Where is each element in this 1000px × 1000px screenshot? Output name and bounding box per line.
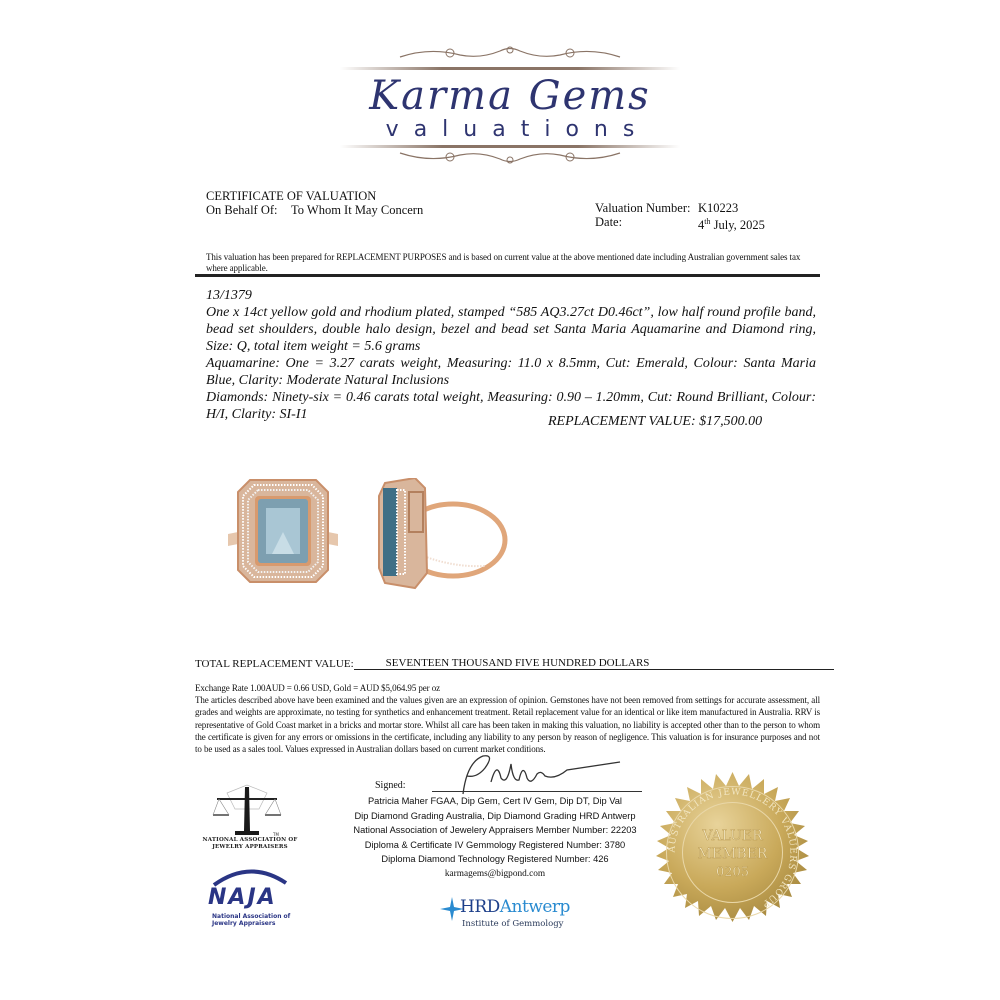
certificate-title: CERTIFICATE OF VALUATION: [206, 189, 377, 203]
replacement-value: REPLACEMENT VALUE: $17,500.00: [548, 414, 763, 429]
hrd-name-1: HRD: [460, 897, 500, 917]
naja-caption-line-1: NATIONAL ASSOCIATION OF: [202, 837, 298, 843]
credential-line: Diploma Diamond Technology Registered Number: 426: [381, 854, 609, 865]
naja-subtitle: [212, 913, 290, 927]
aquamarine-details: Aquamarine: One = 3.27 carats weight, Measuring: 11.0 x 8.5mm, Cut: Emerald, Colour: Santa Maria Blue, Clarity: Moderate Natural Inclusions: [206, 356, 816, 388]
naja-subtitle-line-2: Jewelry Appraisers: [212, 920, 276, 927]
naja-caption-line-2: JEWELRY APPRAISERS: [212, 844, 288, 850]
credential-line: Diploma & Certificate IV Gemmology Registered Number: 3780: [364, 839, 626, 850]
naja-tm: TM: [273, 832, 279, 837]
company-logo: [330, 45, 690, 170]
top-flourish-icon: [390, 45, 630, 61]
date-value: [698, 215, 765, 232]
date-label: Date:: [595, 215, 623, 229]
valuer-member-seal-icon: [650, 770, 815, 935]
diamond-details: Diamonds: Ninety-six = 0.46 carats total weight, Measuring: 0.90 – 1.20mm, Cut: Round Brilliant, Colour: H/I, Clarity: SI-I1: [206, 390, 816, 422]
credential-line: Patricia Maher FGAA, Dip Gem, Cert IV Gem, Dip DT, Dip Val: [367, 796, 622, 806]
on-behalf-label: On Behalf Of:: [206, 203, 278, 217]
date-suffix: th: [704, 217, 711, 226]
hrd-antwerp-logo: [440, 895, 600, 935]
item-reference: 13/1379: [206, 288, 252, 303]
purpose-statement: This valuation has been prepared for REPLACEMENT PURPOSES and is based on current value at the above mentioned date including Australian government sales tax where applicable.: [206, 252, 801, 273]
seal-line-3: 0205: [715, 865, 750, 880]
valuation-meta: [595, 201, 765, 232]
seal-line-2: MEMBER: [697, 846, 768, 862]
total-value-words: SEVENTEEN THOUSAND FIVE HUNDRED DOLLARS: [385, 657, 650, 669]
item-description-text: One x 14ct yellow gold and rhodium plated, stamped “585 AQ3.27ct D0.46ct”, low half round profile band, bead set shoulders, double halo design, bezel and bead set Santa Maria Aquamarine and Diamond ring, Size: Q, total item weight = 5.6 grams: [206, 305, 816, 354]
date-day: 4: [698, 218, 705, 233]
total-label: TOTAL REPLACEMENT VALUE:: [195, 658, 354, 670]
total-replacement-value: [195, 657, 820, 670]
valuation-number-label: Valuation Number:: [595, 201, 691, 215]
logo-sub-text: valuations: [385, 117, 650, 142]
ring-side-image: [375, 478, 510, 590]
credential-line: National Association of Jewelery Appraisers Member Number: 22203: [353, 825, 637, 836]
disclaimer-body: The articles described above have been examined and the values given are an expression of opinion. Gemstones have not been removed from settings for accurate assessment, all grades and weights are approximate, no testing for synthetics and enhancement treatment. Retail replacement value for an identical or like item manufactured in Australia. RRV is representative of Gold Coast market in a bricks and mortar store. Whilst all care has been taken in making this valuation, no liability is accepted other than to the person to whom the certificate is given for any errors or omissions in the certificate, including any liability to any person by reason of negligence. This valuation is for insurance purposes and not to be used as a sales tool. Values expressed in Australian dollars based on current market conditions.: [195, 695, 820, 755]
valuation-number-value: K10223: [698, 201, 739, 215]
naja-scale-caption: [190, 837, 310, 851]
hrd-name-2: Antwerp: [499, 897, 570, 917]
ring-front-image: [228, 472, 338, 590]
seal-line-1: VALUER: [702, 828, 763, 844]
naja-logo: [200, 865, 300, 935]
disclaimer: [195, 682, 820, 755]
logo-script-text: Karma Gems: [369, 73, 651, 119]
naja-subtitle-line-1: National Association of: [212, 913, 291, 920]
valuer-credentials: [330, 794, 660, 882]
seal-ring-text: AUSTRALIAN JEWELLERY VALUERS GROUP: [667, 787, 798, 910]
certificate-header: [206, 189, 423, 217]
item-description: [206, 287, 816, 423]
bottom-flourish-icon: [390, 149, 630, 165]
header-divider: [195, 274, 820, 277]
naja-arc-icon: [210, 865, 290, 887]
signature-line: [432, 791, 642, 792]
hrd-subtitle: Institute of Gemmology: [462, 919, 564, 929]
on-behalf-value: To Whom It May Concern: [291, 203, 424, 217]
signed-label: Signed:: [375, 780, 406, 791]
naja-name: NAJA: [208, 885, 277, 910]
date-rest: July, 2025: [710, 218, 765, 233]
total-underline-left: [354, 669, 386, 670]
hrd-name: [460, 897, 570, 917]
total-underline-right: [649, 669, 834, 670]
credential-line: Dip Diamond Grading Australia, Dip Diamond Grading HRD Antwerp: [354, 810, 636, 821]
exchange-rate: Exchange Rate 1.00AUD = 0.66 USD, Gold = AUD $5,064.95 per oz: [195, 683, 441, 693]
contact-email: karmagems@bigpond.com: [444, 868, 546, 879]
